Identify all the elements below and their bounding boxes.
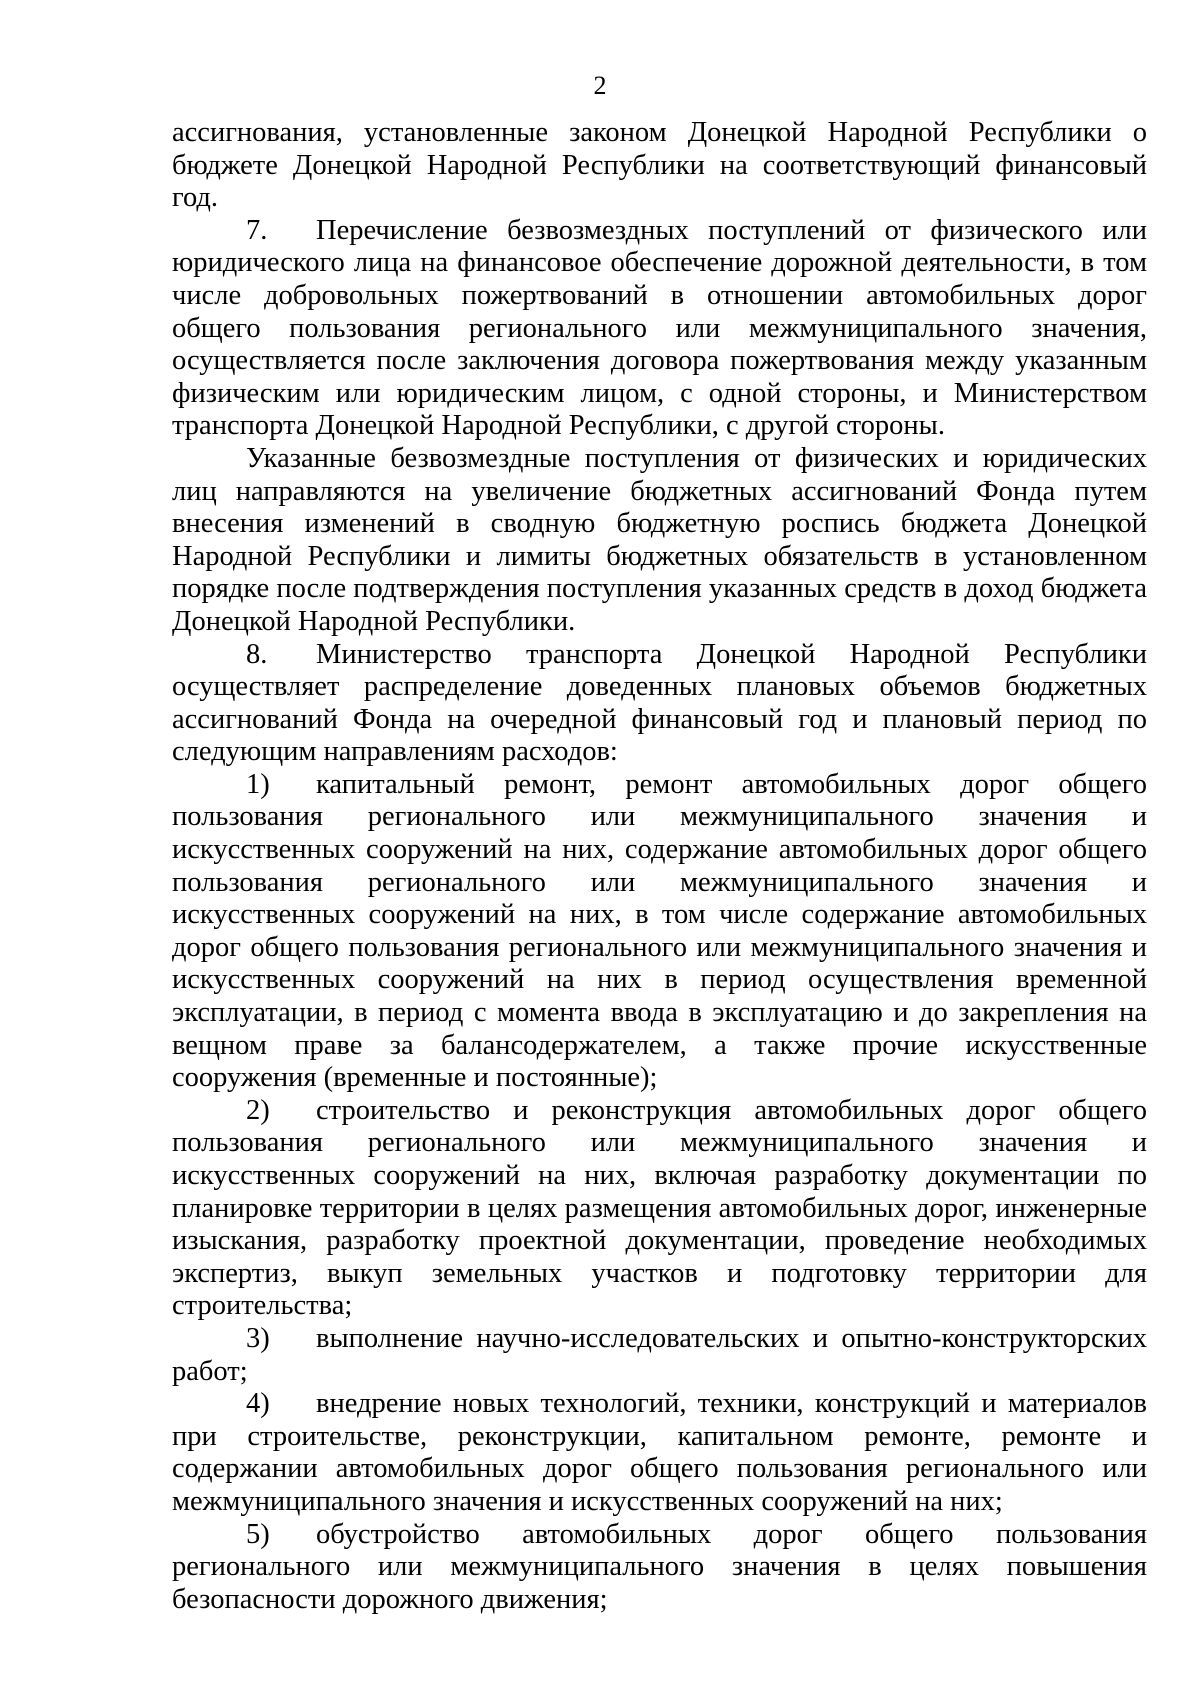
item-number: 5)	[246, 1518, 270, 1550]
paragraph-text: Перечисление безвозмездных поступлений от физического или юридического лица на финансовое обеспечение дорожной деятельности, в том числе добровольных пожертвований в отношении автомобильных дорог общего пользования регионального или межмуниципального значения, осуществляется после заключения договора пожертвования между указанным физическим или юридическим лицом, с одной стороны, и Министерством транспорта Донецкой Народной Республики, с другой стороны.	[172, 214, 1147, 442]
item-number: 8.	[246, 638, 268, 670]
paragraph-item-8	[172, 639, 1147, 769]
paragraph-continuation	[172, 117, 1147, 215]
paragraph-text: обустройство автомобильных дорог общего пользования регионального или межмуниципального значения в целях повышения безопасности дорожного движения;	[172, 1518, 1147, 1615]
paragraph-text: строительство и реконструкция автомобильных дорог общего пользования регионального или межмуниципального значения и искусственных сооружений на них, включая разработку документации по планировке территории в целях размещения автомобильных дорог, инженерные изыскания, разработку проектной документации, проведение необходимых экспертиз, выкуп земельных участков и подготовку территории для строительства;	[172, 1094, 1147, 1322]
paragraph-text: Министерство транспорта Донецкой Народной Республики осуществляет распределение доведенных плановых объемов бюджетных ассигнований Фонда на очередной финансовый год и плановый период по следующим направлениям расходов:	[172, 638, 1147, 768]
list-item-2	[172, 1095, 1147, 1323]
item-number: 4)	[246, 1388, 270, 1420]
page-number: 2	[593, 71, 607, 100]
paragraph-text: Указанные безвозмездные поступления от физических и юридических лиц направляются на увеличение бюджетных ассигнований Фонда путем внесения изменений в сводную бюджетную роспись бюджета Донецкой Народной Республики и лимиты бюджетных обязательств в установленном порядке после подтверждения поступления указанных средств в доход бюджета Донецкой Народной Республики.	[172, 442, 1147, 637]
paragraph-text: внедрение новых технологий, техники, конструкций и материалов при строительстве, реконструкции, капитальном ремонте, ремонте и содержании автомобильных дорог общего пользования регионального или межмуниципального значения и искусственных сооружений на них;	[172, 1388, 1147, 1517]
list-item-1	[172, 769, 1147, 1095]
list-item-5	[172, 1519, 1147, 1617]
paragraph-item-7	[172, 215, 1147, 443]
item-number: 1)	[246, 768, 270, 800]
paragraph-text: ассигнования, установленные законом Донецкой Народной Республики о бюджете Донецкой Народной Республики на соответствующий финансовый год.	[172, 117, 1147, 214]
paragraph-text: капитальный ремонт, ремонт автомобильных дорог общего пользования регионального или межмуниципального значения и искусственных сооружений на них, содержание автомобильных дорог общего пользования регионального или межмуниципального значения и искусственных сооружений на них, в том числе содержание автомобильных дорог общего пользования регионального или межмуниципального значения и искусственных сооружений на них в период осуществления временной эксплуатации, в период с момента ввода в эксплуатацию и до закрепления на вещном праве за балансодержателем, а также прочие искусственные сооружения (временные и постоянные);	[172, 768, 1147, 1094]
list-item-3	[172, 1323, 1147, 1388]
item-number: 7.	[246, 214, 268, 246]
paragraph-text: выполнение научно-исследовательских и опытно-конструкторских работ;	[172, 1322, 1147, 1387]
paragraph-indented	[172, 443, 1147, 639]
item-number: 3)	[246, 1322, 270, 1354]
document-body	[172, 117, 1147, 1616]
item-number: 2)	[246, 1094, 270, 1126]
list-item-4	[172, 1388, 1147, 1518]
